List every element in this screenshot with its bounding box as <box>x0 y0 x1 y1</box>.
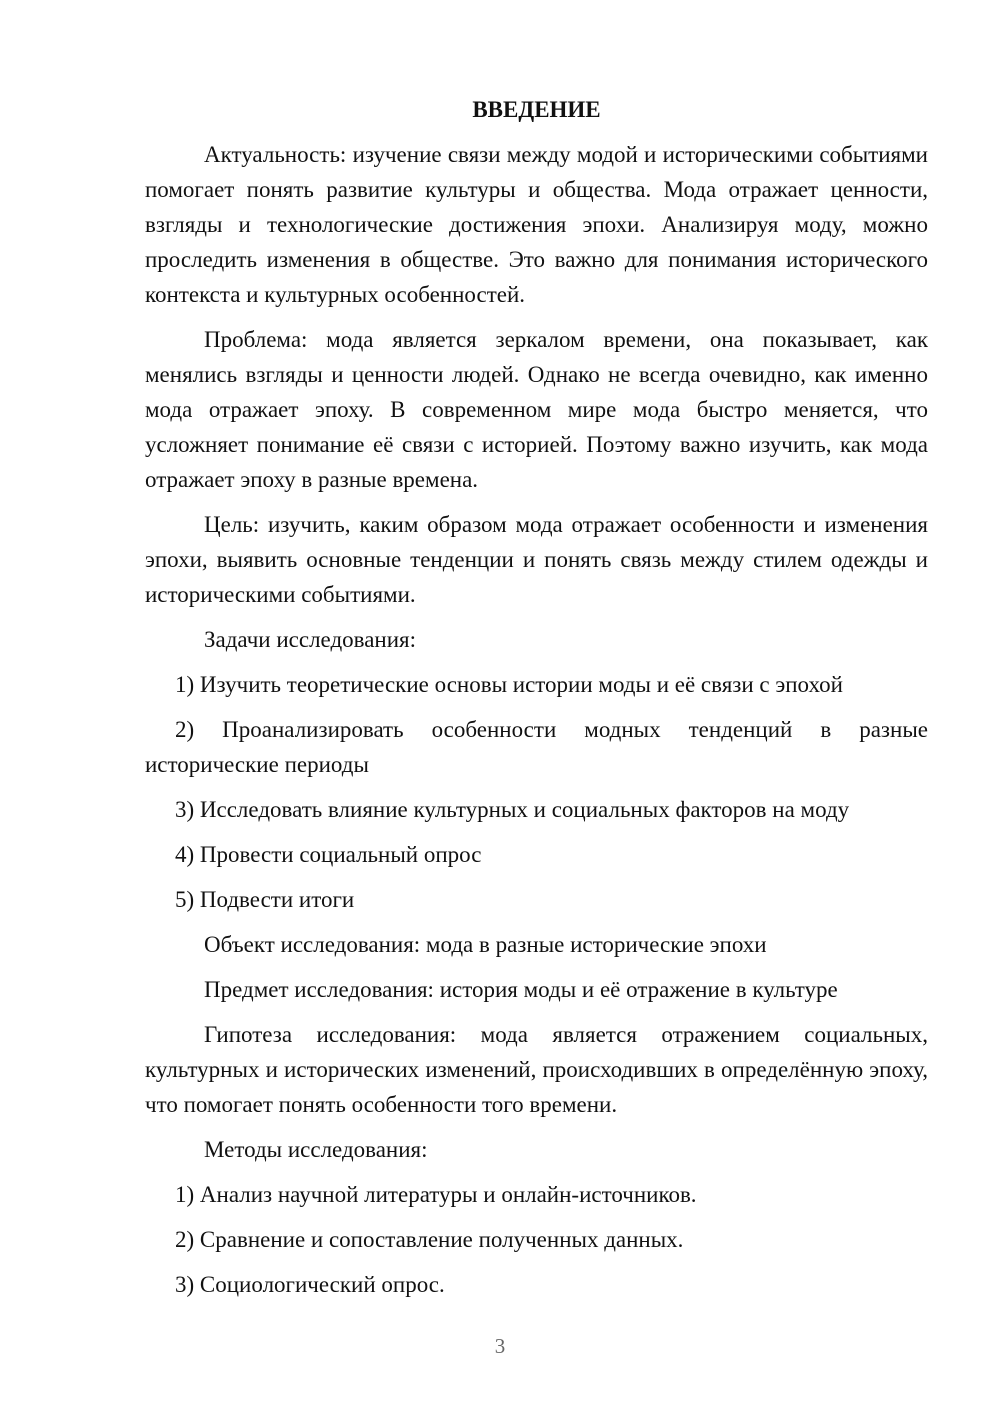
task-item: 2) Проанализировать особенности модных тенденций в разные исторические периоды <box>145 717 928 777</box>
page-number: 3 <box>494 1334 506 1358</box>
goal-paragraph: Цель: изучить, каким образом мода отражает особенности и изменения эпохи, выявить основные тенденции и понять связь между стилем одежды и историческими событиями. <box>145 512 928 607</box>
task-item: 4) Провести социальный опрос <box>175 842 482 867</box>
hypothesis-paragraph: Гипотеза исследования: мода является отражением социальных, культурных и исторических изменений, происходивших в определённую эпоху, что помогает понять особенности того времени. <box>145 1022 928 1117</box>
task-item: 5) Подвести итоги <box>175 887 355 912</box>
task-item: 3) Исследовать влияние культурных и социальных факторов на моду <box>175 797 850 822</box>
subject-paragraph: Предмет исследования: история моды и её отражение в культуре <box>204 977 838 1002</box>
object-paragraph: Объект исследования: мода в разные исторические эпохи <box>204 932 767 957</box>
method-item: 2) Сравнение и сопоставление полученных данных. <box>175 1227 684 1252</box>
task-item: 1) Изучить теоретические основы истории моды и её связи с эпохой <box>175 672 843 697</box>
relevance-paragraph: Актуальность: изучение связи между модой и историческими событиями помогает понять развитие культуры и общества. Мода отражает ценности, взгляды и технологические достижения эпохи. Анализируя моду, можно проследить изменения в обществе. Это важно для понимания исторического контекста и культурных особенностей. <box>145 142 928 307</box>
section-title: ВВЕДЕНИЕ <box>472 97 601 122</box>
method-item: 3) Социологический опрос. <box>175 1272 445 1297</box>
problem-paragraph: Проблема: мода является зеркалом времени, она показывает, как менялись взгляды и ценности людей. Однако не всегда очевидно, как именно мода отражает эпоху. В современном мире мода быстро меняется, что усложняет понимание её связи с историей. Поэтому важно изучить, как мода отражает эпоху в разные времена. <box>145 327 928 492</box>
tasks-heading: Задачи исследования: <box>204 627 417 652</box>
method-item: 1) Анализ научной литературы и онлайн-источников. <box>175 1182 697 1207</box>
document-page <box>145 92 928 1312</box>
methods-heading: Методы исследования: <box>204 1137 428 1162</box>
